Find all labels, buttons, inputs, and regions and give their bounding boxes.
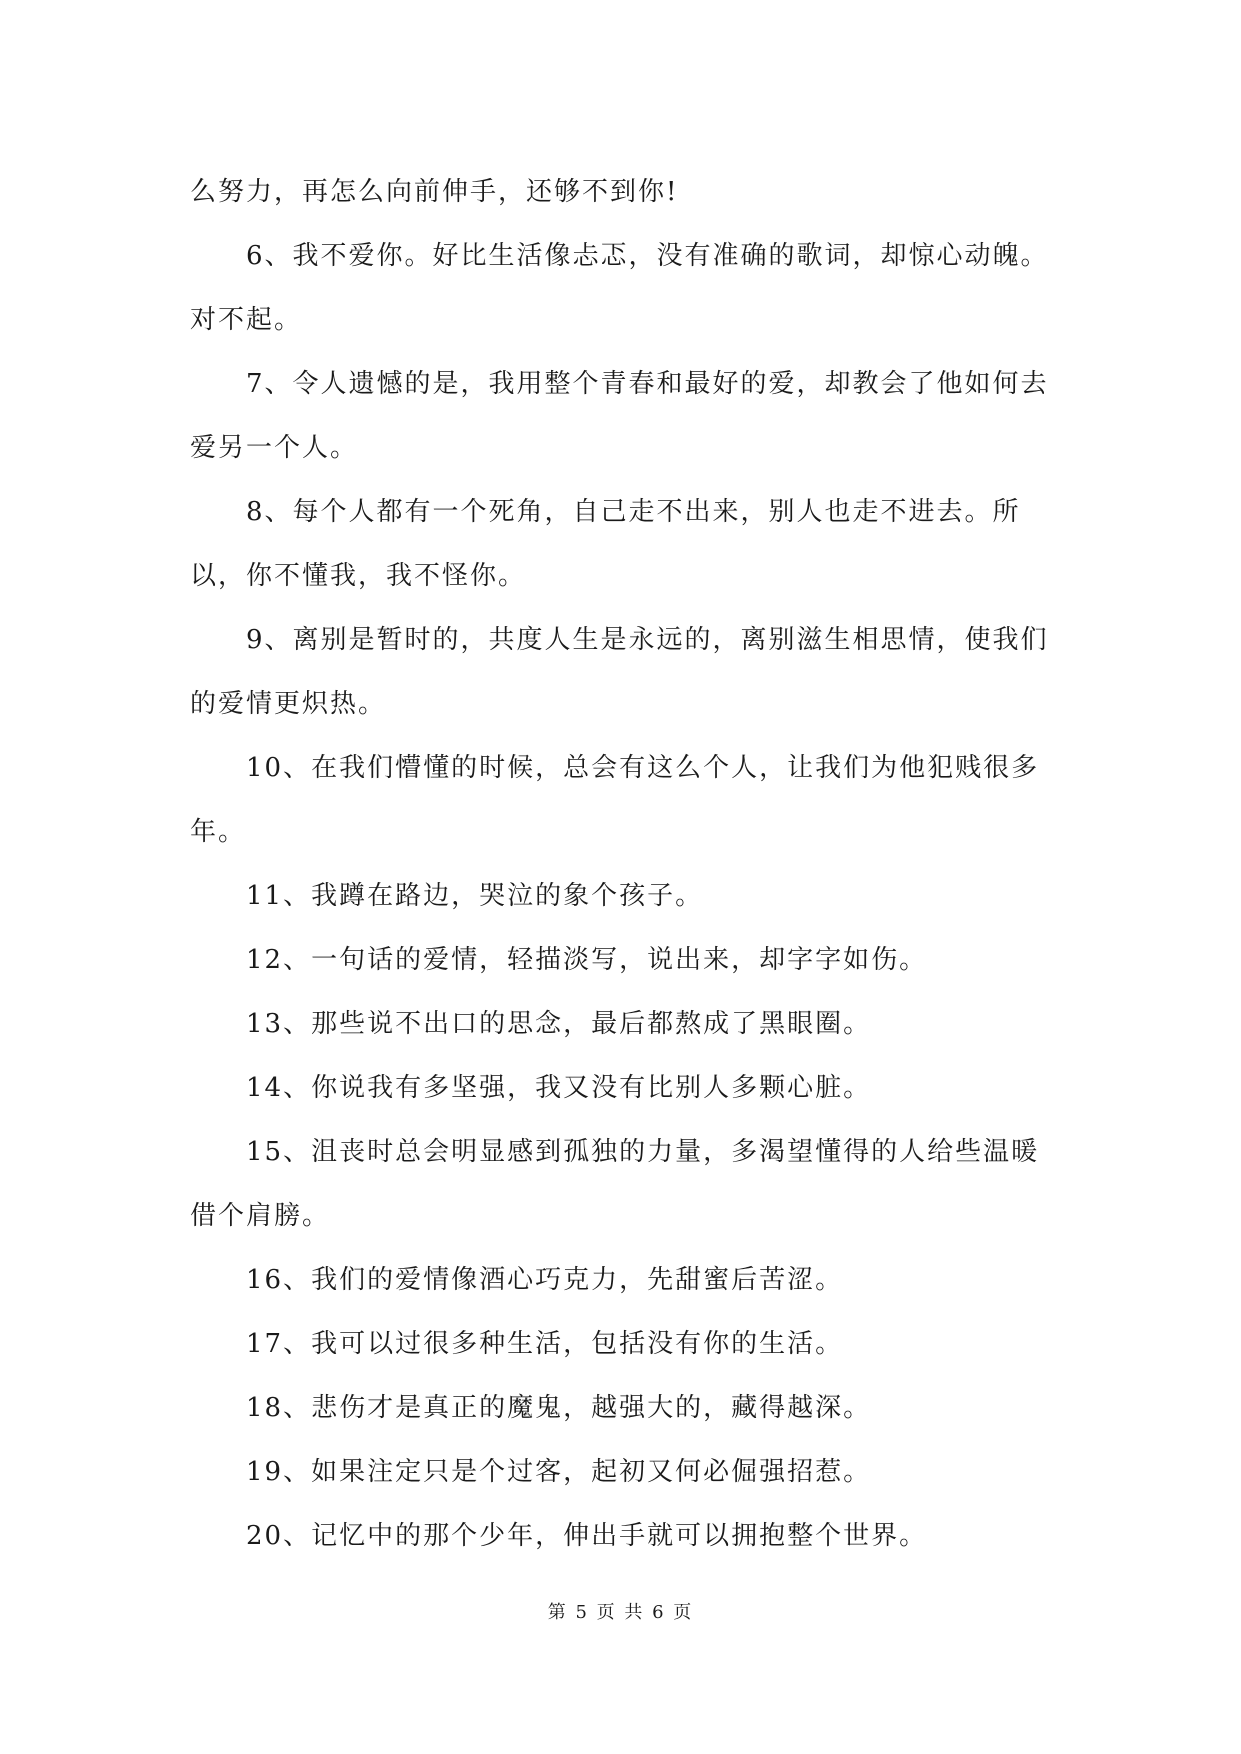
paragraph: 19、如果注定只是个过客，起初又何必倔强招惹。 — [246, 1457, 872, 1487]
paragraph: 8、每个人都有一个死角，自己走不出来，别人也走不进去。所以，你不懂我，我不怪你。 — [190, 497, 1021, 591]
paragraph: 11、我蹲在路边，哭泣的象个孩子。 — [246, 881, 704, 911]
paragraph: 么努力，再怎么向前伸手，还够不到你! — [190, 177, 679, 207]
paragraph: 20、记忆中的那个少年，伸出手就可以拥抱整个世界。 — [246, 1521, 928, 1551]
paragraph: 7、令人遗憾的是，我用整个青春和最好的爱，却教会了他如何去爱另一个人。 — [190, 369, 1049, 463]
paragraph: 16、我们的爱情像酒心巧克力，先甜蜜后苦涩。 — [246, 1265, 844, 1295]
paragraph: 15、沮丧时总会明显感到孤独的力量，多渴望懂得的人给些温暖借个肩膀。 — [190, 1137, 1040, 1231]
document-body — [190, 160, 1054, 1568]
paragraph: 13、那些说不出口的思念，最后都熬成了黑眼圈。 — [246, 1009, 872, 1039]
paragraph: 18、悲伤才是真正的魔鬼，越强大的，藏得越深。 — [246, 1393, 872, 1423]
paragraph: 14、你说我有多坚强，我又没有比别人多颗心脏。 — [246, 1073, 872, 1103]
paragraph: 9、离别是暂时的，共度人生是永远的，离别滋生相思情，使我们的爱情更炽热。 — [190, 625, 1049, 719]
page-number-footer: 第 5 页 共 6 页 — [547, 1602, 694, 1623]
paragraph: 12、一句话的爱情，轻描淡写，说出来，却字字如伤。 — [246, 945, 928, 975]
paragraph: 10、在我们懵懂的时候，总会有这么个人，让我们为他犯贱很多年。 — [190, 753, 1040, 847]
paragraph: 17、我可以过很多种生活，包括没有你的生活。 — [246, 1329, 844, 1359]
paragraph: 6、我不爱你。好比生活像忐忑，没有准确的歌词，却惊心动魄。对不起。 — [190, 241, 1049, 335]
